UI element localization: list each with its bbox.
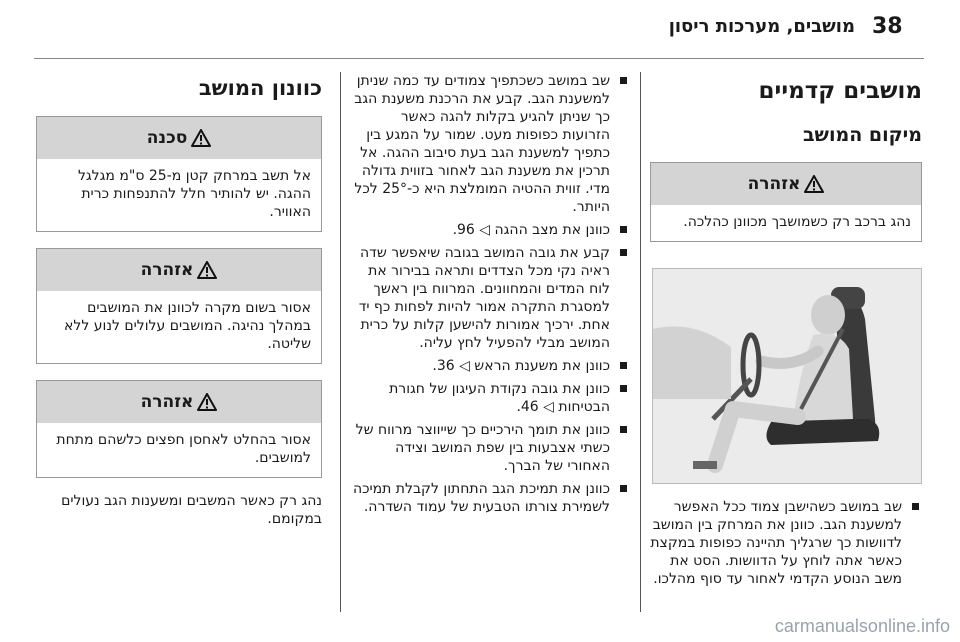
warning-box [650, 162, 922, 242]
list-item: שב במושב כשכתפיך צמודים עד כמה שניתן למשענת הגב. קבע את הרכנת משענת הגב כך שניתן להגיע בקלות להגה כאשר הזרועות כפופות מעט. שמור על המגע בין כתפיך למשענת הגב בעת סיבוב ההגה. אל תרכין את משענת הגב לאחור בזווית גדולה מדי. זווית ההטיה המומלצת היא כ-25° לכל היותר. [350, 72, 630, 216]
list-item: כוונן את תמיכת הגב התחתון לקבלת תמיכה לשמירת צורתו הטבעית של עמוד השדרה. [350, 480, 630, 516]
warning-triangle-icon [197, 261, 217, 279]
seat-position-illustration [652, 268, 922, 484]
left-column [36, 72, 322, 528]
section-title-seat-adjustment: כוונון המושב [198, 76, 322, 100]
warning-box-text: אסור בשום מקרה לכוונן את המושבים במהלך נהיגה. המושבים עלולים לנוע ללא שליטה. [64, 300, 311, 352]
column-divider [640, 72, 641, 612]
list-item: כוונן את תומך הירכיים כך שייווצר מרווח של כשתי אצבעות בין שפת המושב וצידה האחורי של הברך. [350, 421, 630, 475]
warning-box-header [37, 381, 321, 423]
list-item: כוונן את גובה נקודת העיגון של חגורת הבטיחות ◁ 46. [350, 380, 630, 416]
warning-box [36, 248, 322, 364]
list-item: כוונן את מצב ההגה ◁ 96. [350, 221, 630, 239]
header-rule [34, 58, 924, 59]
warning-triangle-icon [197, 393, 217, 411]
page-number: 38 [872, 14, 903, 39]
warning-box-header [37, 249, 321, 291]
danger-box-title: סכנה [146, 128, 188, 148]
warning-triangle-icon [191, 129, 211, 147]
seat-position-bullets [650, 498, 922, 588]
seat-lock-note: נהג רק כאשר המשבים ומשענות הגב נעולים במקומם. [61, 493, 322, 527]
list-item: שב במושב כשהישבן צמוד ככל האפשר למשענת הגב. כוונן את המרחק בין המושב לדוושות כך שרגליך תהיינה כפופות במקצת כאשר אתה לוחץ על הדוושות. הסט את משב הנוסע הקדמי לאחור עד סוף מהלכו. [650, 498, 922, 588]
warning-box-title: אזהרה [140, 392, 194, 412]
adjustment-bullets [350, 72, 630, 516]
column-divider [340, 72, 341, 612]
danger-box-text: אל תשב במרחק קטן מ-25 ס"מ מגלגל ההגה. יש להותיר חלל להתנפחות כרית האוויר. [77, 168, 311, 220]
danger-box [36, 116, 322, 232]
list-item: קבע את גובה המושב בגובה שיאפשר שדה ראיה נקי מכל הצדדים ותראה בבירור את לוח המדים והמחוונים. המרווח בין ראשך למסגרת התקרה אמור להיות לפחות כף יד אחת. ירכיך אמורות להישען קלות על כרית המושב מבלי להפעיל לחץ עליה. [350, 244, 630, 352]
middle-column [350, 72, 630, 521]
warning-box-header [651, 163, 921, 205]
section-title-front-seats: מושבים קדמיים [758, 78, 922, 104]
warning-box-title: אזהרה [747, 174, 801, 194]
watermark: carmanualsonline.info [774, 616, 950, 636]
warning-triangle-icon [804, 175, 824, 193]
warning-box-text: נהג ברכב רק כשמושבך מכוונן כהלכה. [683, 214, 911, 230]
warning-box [36, 380, 322, 478]
subsection-title-seat-position: מיקום המושב [802, 124, 922, 146]
list-item: כוונן את משענת הראש ◁ 36. [350, 357, 630, 375]
warning-box-text: אסור בהחלט לאחסן חפצים כלשהם מתחת למושבים. [56, 432, 311, 466]
right-column [650, 72, 922, 594]
warning-box-title: אזהרה [140, 260, 194, 280]
danger-box-header [37, 117, 321, 159]
chapter-title: מושבים, מערכות ריסון [668, 16, 855, 37]
page-header [0, 0, 960, 60]
